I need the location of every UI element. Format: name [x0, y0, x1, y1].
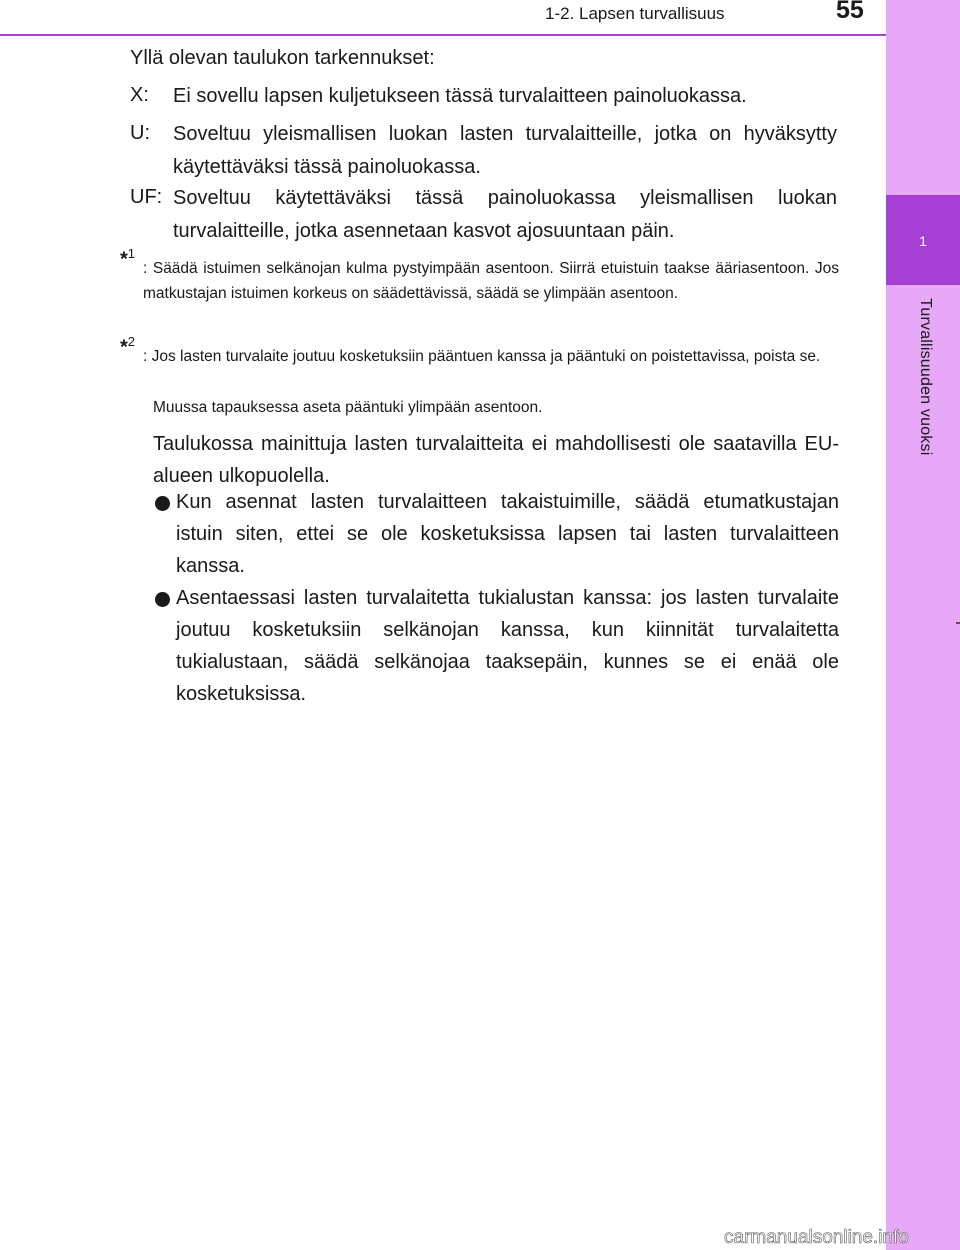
bullet-icon — [155, 496, 170, 511]
bullet-icon — [155, 592, 170, 607]
chapter-sidebar — [886, 0, 960, 1250]
definition-text: Ei sovellu lapsen kuljetukseen tässä turvalaitteen painoluokassa. — [173, 85, 747, 107]
watermark: carmanualsonline.info — [724, 1227, 909, 1248]
definition-text: Soveltuu yleismallisen luokan lasten turvalaitteille, jotka on hyväksytty käytettäväksi tässä painoluokassa. — [173, 123, 837, 178]
definition-key: UF: — [130, 186, 163, 208]
footnote-text-continued: Muussa tapauksessa aseta pääntuki ylimpään asentoon. — [153, 399, 543, 416]
availability-note: Taulukossa mainittuja lasten turvalaitteita ei mahdollisesti ole saatavilla EU-alueen ulkopuolella. — [153, 433, 839, 487]
chapter-number: 1 — [919, 233, 927, 249]
chapter-tab[interactable] — [886, 195, 960, 285]
footnote-mark: *$^2$ — [120, 334, 136, 359]
header-rule — [0, 34, 886, 36]
section-title: 1-2. Lapsen turvallisuus — [545, 4, 725, 23]
bullet-item: Asentaessasi lasten turvalaitetta tukialustan kanssa: jos lasten turvalaite joutuu kosketuksiin selkänojan kanssa, kun kiinnität turvalaitetta tukialustaan, säädä selkänojaa taaksepäin, kunnes se ei enää ole kosketuksissa. — [176, 587, 839, 705]
page-number: 55 — [836, 0, 864, 24]
chapter-title: Turvallisuuden vuoksi — [917, 298, 934, 456]
definition-key: X: — [130, 84, 149, 106]
bullet-item: Kun asennat lasten turvalaitteen takaistuimille, säädä etumatkustajan istuin siten, ettei se ole kosketuksissa lapsen tai lasten turvalaitteen kanssa. — [176, 491, 839, 577]
definition-key: U: — [130, 122, 150, 144]
footnote-mark: *$^1$ — [120, 246, 136, 271]
intro-text: Yllä olevan taulukon tarkennukset: — [130, 47, 435, 69]
definition-text: Soveltuu käytettäväksi tässä painoluokassa yleismallisen luokan turvalaitteille, jotka asennetaan kasvot ajosuuntaan päin. — [173, 187, 837, 242]
footnote-text: : Säädä istuimen selkänojan kulma pystyimpään asentoon. Siirrä etuistuin taakse ääriasentoon. Jos matkustajan istuimen korkeus on säädettävissä, säädä se ylimpään asentoon. — [143, 260, 839, 302]
footnote-text: : Jos lasten turvalaite joutuu kosketuksiin pääntuen kanssa ja pääntuki on poistettavissa, poista se. — [143, 348, 821, 365]
sidebar-tick — [956, 622, 960, 624]
